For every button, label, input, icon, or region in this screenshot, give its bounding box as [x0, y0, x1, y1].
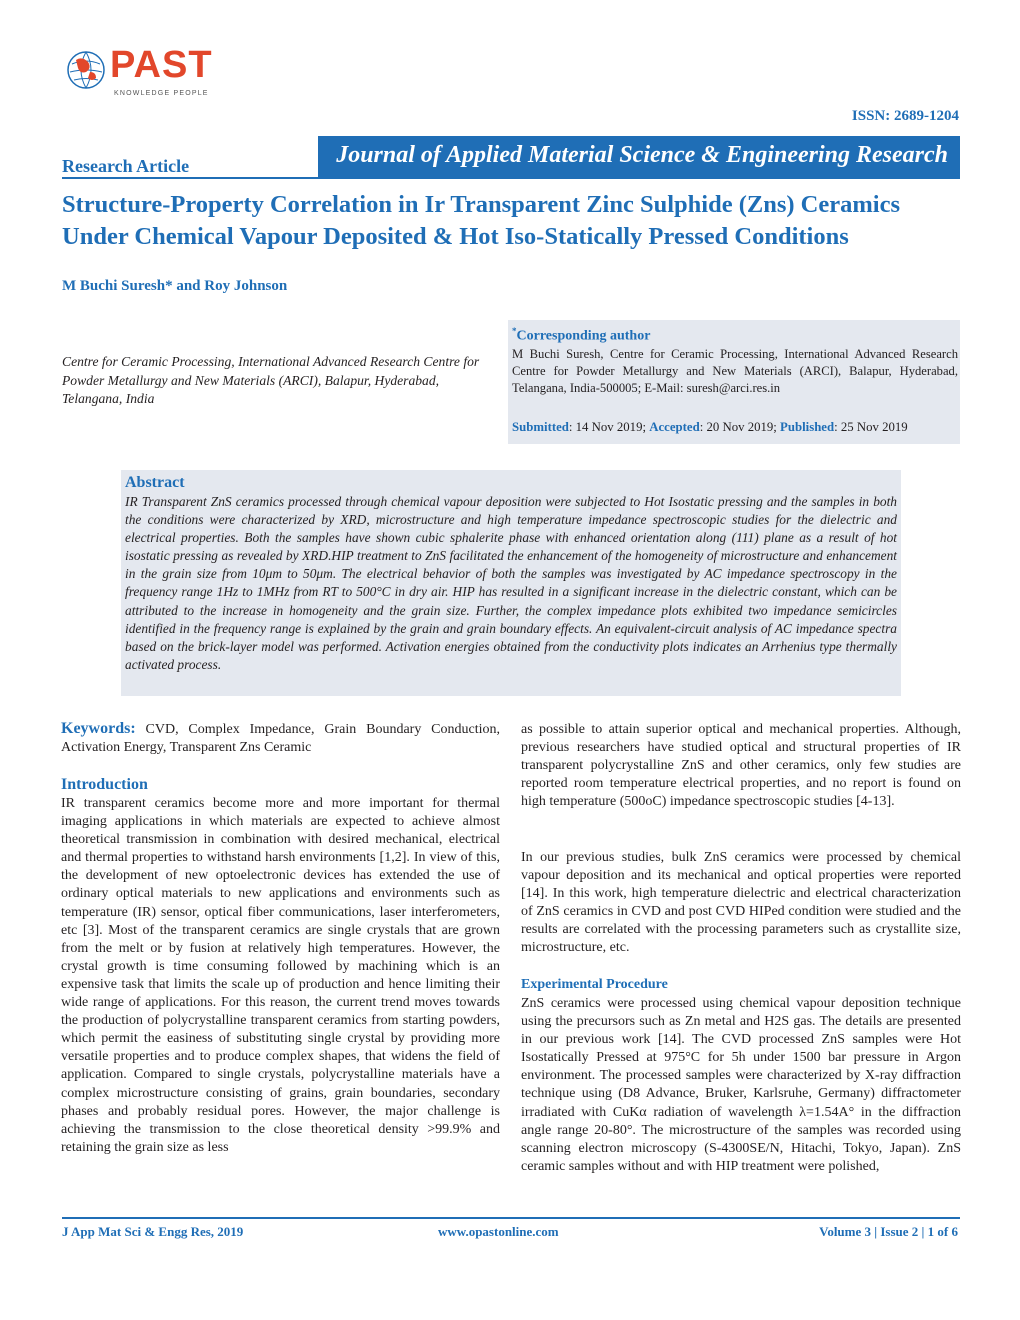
journal-title: Journal of Applied Material Science & Engineering Research	[336, 142, 948, 168]
abstract-heading: Abstract	[125, 474, 185, 491]
corresponding-asterisk: *	[512, 326, 517, 336]
published-date: : 25 Nov 2019	[834, 420, 908, 434]
header-divider	[62, 177, 960, 179]
logo-tagline: KNOWLEDGE PEOPLE	[114, 90, 209, 97]
submitted-label: Submitted	[512, 420, 569, 434]
introduction-text: IR transparent ceramics become more and more important for thermal imaging applications in which materials are expected to achieve almost theoretical transmission in combination with desired mechanical, electrical and thermal properties to withstand harsh environments [1,2]. In view of this, the development of new optoelectronic devices has extended the use of ordinary optical materials to new applications and environments such as temperature (IR) sensor, optical fiber communications, laser interferometers, etc [3]. Most of the transparent ceramics are single crystals that are grown from the melt or by fusion at relatively high temperatures. However, the crystal growth is time consuming followed by machining which is an expensive task that limits the scale up of production and hence limiting their wide range of applications. For this reason, the current trend moves towards the production of polycrystalline transparent ceramics from starting powders, which permit the easiness of substituting single crystal by providing more versatile properties and to produce complex shapes, that widens the field of application. Compared to single crystals, polycrystalline materials have a complex microstructure consisting of grains, grain boundaries, secondary phases and probably residual pores. However, the major challenge is achieving the transmission to the close theoretical density >99.9% and retaining the grain size as less	[61, 796, 500, 1155]
abstract-text: IR Transparent ZnS ceramics processed through chemical vapour deposition were subjected to Hot Isostatic pressing and the samples in both the conditions were characterized by XRD, microstructure and high temperature impedance spectroscopic studies for the dielectric and electrical properties. Both the samples have shown cubic sphalerite phase with enhanced orientation along (111) plane as a result of hot isostatic pressing as revealed by XRD.HIP treatment to ZnS facilitated the enhancement of the homogeneity of microstructure and enhancement in the grain size from 10μm to 50μm. The electrical behavior of both the samples was investigated by AC impedance spectroscopy in the frequency range 1Hz to 1MHz from RT to 500°C in dry air. HIP has resulted in a significant increase in the dielectric constant, which can be attributed to the increase in homogeneity and the grain size. Further, the complex impedance plots exhibited two impedance semicircles identified in the frequency range is explained by the grain and grain boundary effects. An equivalent-circuit analysis of AC impedance spectra based on the brick-layer model was performed. Activation energies obtained from the conductivity plots indicates an Arrhenius type thermally activated process.	[125, 494, 897, 672]
abstract-box	[121, 470, 901, 696]
experimental-heading: Experimental Procedure	[521, 977, 668, 992]
publisher-logo	[66, 44, 216, 106]
accepted-date: : 20 Nov 2019;	[699, 420, 781, 434]
corresponding-text: M Buchi Suresh, Centre for Ceramic Processing, International Advanced Research Centre for Powder Metallurgy and New Materials (ARCI), Balapur, Hyderabad, Telangana, India-500005; E-Mail: suresh@arci.res.in	[512, 347, 958, 396]
accepted-label: Accepted	[649, 420, 700, 434]
footer-citation: J App Mat Sci & Engg Res, 2019	[62, 1224, 244, 1239]
introduction-heading: Introduction	[61, 776, 148, 793]
keywords	[61, 720, 500, 757]
submitted-date: : 14 Nov 2019;	[568, 420, 650, 434]
globe-icon	[66, 50, 106, 90]
article-title: Structure-Property Correlation in Ir Transparent Zinc Sulphide (Zns) Ceramics Under Chemical Vapour Deposited & Hot Iso-Statically Pressed Conditions	[62, 191, 900, 250]
logo-wordmark: PAST	[110, 44, 213, 86]
footer-website-link[interactable]: www.opastonline.com	[438, 1224, 559, 1239]
introduction-continuation: as possible to attain superior optical and mechanical properties. Although, previous researchers have studied optical and structural properties of IR transparent polycrystalline ZnS and other ceramics, only few studies are reported room temperature electrical properties, and no report is found on high temperature (500oC) impedance spectroscopic studies [4-13].	[521, 722, 961, 810]
authors: M Buchi Suresh* and Roy Johnson	[62, 278, 288, 294]
keywords-text: CVD, Complex Impedance, Grain Boundary Conduction, Activation Energy, Transparent Zns Ceramic	[61, 722, 501, 756]
issn: ISSN: 2689-1204	[851, 108, 959, 124]
article-type: Research Article	[62, 156, 190, 176]
journal-banner	[318, 136, 960, 178]
affiliation: Centre for Ceramic Processing, International Advanced Research Centre for Powder Metallurgy and New Materials (ARCI), Balapur, Hyderabad, Telangana, India	[62, 354, 480, 406]
introduction-paragraph-2: In our previous studies, bulk ZnS ceramics were processed by chemical vapour deposition and its mechanical and optical properties were reported [14]. In this work, high temperature dielectric and electrical characterization of ZnS ceramics in CVD and post CVD HIPed condition were studied and the results are correlated with the processing parameters such as crystallite size, microstructure, etc.	[521, 850, 961, 956]
footer-divider	[62, 1217, 960, 1219]
corresponding-heading	[512, 326, 650, 345]
footer-page-info: Volume 3 | Issue 2 | 1 of 6	[819, 1224, 958, 1239]
corresponding-heading-text: Corresponding author	[516, 328, 651, 344]
published-label: Published	[780, 420, 835, 434]
publication-dates	[512, 420, 908, 435]
corresponding-author-box	[508, 320, 960, 444]
experimental-text: ZnS ceramics were processed using chemical vapour deposition technique using the precursors such as Zn metal and H2S gas. The details are presented in our previous work [14]. The CVD processed ZnS samples were Hot Isostatically Pressed at 975°C for 5h under 1500 bar pressure in Argon environment. The processed samples were characterized by X-ray diffraction technique using (D8 Advance, Bruker, Karlsruhe, Germany) diffractometer irradiated with CuKα radiation of wavelength λ=1.54A° in the diffraction angle range 20-80°. The microstructure of the samples was recorded using scanning electron microscopy (S-4300SE/N, Hitachi, Tokyo, Japan). ZnS ceramic samples without and with HIP treatment were polished,	[521, 996, 961, 1174]
keywords-heading: Keywords:	[61, 720, 136, 737]
